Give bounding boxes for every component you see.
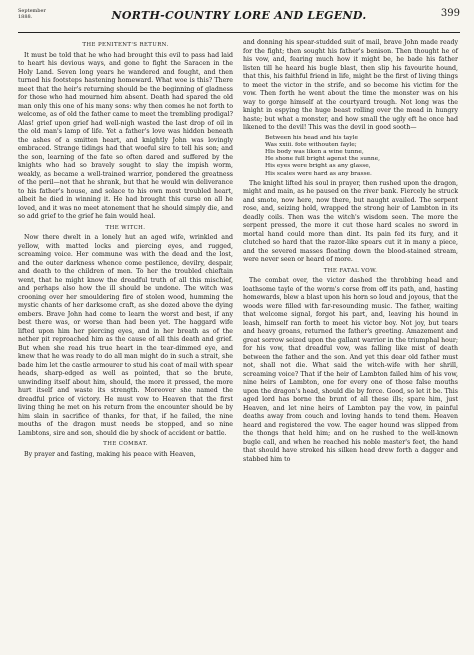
paragraph-combat-start: By prayer and fasting, making his peace with Heaven, — [24, 450, 196, 458]
section-heading-fatal-vow: THE FATAL VOW. — [323, 267, 378, 274]
section-heading-penitents-return: THE PENITENT'S RETURN. — [82, 42, 169, 48]
paragraph-combat-continued: and donning his spear-studded suit of mail, brave John made ready for the fight; then sought his father's benison. Then thought he of his vow, and, fearing much how it might be, he bade his father listen till he heard his bugle blast, then slip his favourite hound, that this, his faithful friend in life, might be the first of living things to meet the victor in the strife, and so become his victim for the vow. Then forth he went about the time the monster was on his way to gorge himself at the courtyard trough. Not long was the knight in espying the huge beast rolling over the mead in hungry haste; but what a monster, and how small the ugly eft he once had likened to the devil! This was the devil in good sooth— — [243, 39, 458, 131]
verse-quotation — [265, 135, 458, 178]
running-header — [18, 8, 460, 33]
paragraph-dragon-slain: The knight lifted his soul in prayer, then rushed upon the dragon, might and main, as he paused on the river bank. Fiercely he struck and smote, now here, now there, but naught availed. The serpent rose, and, seizing hold, wrapped the strong heir of Lambton in its deadly coils. Then was the witch's wisdom seen. The more the serpent pressed, the more it cut those hard scales no sword in mortal hand could more than dint. Its pain fed its fury, and it clutched so hard that the razor-like spears cut it in many a piece, and the severed masses floating down the blood-stained stream, were never seen or heard of more. — [243, 179, 458, 264]
left-column — [18, 39, 233, 465]
issue-month: September — [18, 8, 46, 14]
right-column — [243, 39, 458, 465]
verse-line: He shone full bright agenst the sunne, — [265, 156, 381, 163]
page-number: 399 — [440, 8, 460, 19]
journal-title: NORTH-COUNTRY LORE AND LEGEND. — [111, 9, 367, 22]
verse-line: Between his head and his tayle — [265, 134, 358, 141]
paragraph-fatal-vow: The combat over, the victor dashed the throbbing head and loathsome tayle of the worm's corse from off its path, and, hasting homewards, blew a blast upon his horn so loud and joyous, that the woods were filled with far-resounding music. The father, waiting that welcome signal, forgot his part, and, leaving his hound in leash, himself ran forth to meet his victor boy. Not joy, but tears and heavy groans, returned the father's greeting. Amazement and great sorrow seized upon the gallant warrior in the triumphal hour; for his vow, that dreadful vow, was falling like mist of death between the father and the son. And yet this dear old father must not, shall not die. What said the witch-wife with her shrill, screaming voice? That if the heir of Lambton failed him of his vow, nine heirs of Lambton, one for every one of those false mouths upon the dragon's head, should die by force. Good, so let it be. This aged lord has borne the brunt of all these ills; spare him, just Heaven, and let nine heirs of Lambton pay the vow, in painful deaths away from couch and loving hands to tend them. Heaven heard and registered the vow. The eager hound was slipped from the thongs that held him; and on he rushed to the well-known bugle call, and when he reached his noble master's feet, the hand that should have stroked his silken head drew forth a dagger and stabbed him to — [243, 277, 458, 463]
verse-line: His scales were hard as any brasse. — [265, 170, 372, 177]
issue-year: 1888. — [18, 14, 33, 20]
verse-line: Was xxiii. fote withouten fayle; — [265, 141, 357, 148]
section-heading-witch: THE WITCH. — [105, 224, 146, 231]
section-heading-combat: THE COMBAT. — [103, 441, 148, 447]
paragraph-witch: Now there dwelt in a lonely hut an aged wife, wrinkled and yellow, with matted locks and piercing eyes, and rugged, screaming voice. Her commune was with the dead and the lost, and the outer darkness whence come pestilence, devilry, despair, and death to the children of men. To her the troubled chieftain went, that he might know the dreadful truth of all this mischief, and perhaps also how the ill should be undone. The witch was crooning over her smouldering fire of stolen wood, humming the mystic chants of her darksome craft, as she dozed above the dying embers. Brave John had come to learn the worst and best, if any best there was, or worse than had been yet. The haggard wife lifted upon him her piercing eyes, and in her breath as of the nether pit reproached him as the cause of all this death and grief. But when she read his true heart in the tear-dimmed eye, and knew that he was ready to do all man might do in such a strait, she bade him let the castle armourer to stud his coat of mail with spear heads, sharp-edged as well as pointed, that so the brute, unwinding itself about him, should, the more it pressed, the more hurt itself and waste its strength. Moreover she named the dreadful price of victory. He must vow to Heaven that the first living thing he met on his return from the encounter should be by him slain in sacrifice of thanks, for that, if he failed, the nine mouths of the dragon must needs be stopped, and so nine Lambtons, sire and son, should die by shock of accident or battle. — [18, 234, 233, 437]
verse-line: His eyes were bright as any glasse, — [265, 163, 371, 170]
paragraph-penitents-return: It must be told that he who had brought this evil to pass had laid to heart his devious ways, and gone to fight the Saracen in the Holy Land. Seven long years he wandered and fought, and then turned his footsteps hastening homeward. What woe is this? There meet that the heir's returning should be the beginning of gladness for those who had mourned him absent. Death had spared the old man only this one of his many sons: why then comes he not forth to welcome, as of old the father came to meet the trembling prodigal? Alas! grief upon grief had well-nigh wasted the last drop of oil in the old man's lamp of life. Yet a father's love was hidden beneath the ashes of a smitten heart, and knightly John was lovingly embraced. Strange tidings had that woeful sire to tell his son; and the son, learning of the fate so often dared and suffered by the knights who had so bravely sought to slay the impish worm, weakly, as became a well-trained warrior, pondered the greatness of the peril—not that he shrank, but that he would win deliverance to his father's house, and solace to his own most troubled heart, albeit he died in winning it. He had brought this curse on all he loved, and it was no meet atonement that he should simply die, and so add grief to the grief he fain would heal. — [18, 51, 233, 220]
text-columns — [18, 39, 460, 465]
verse-line: His body was liken a wine tunne, — [265, 148, 364, 155]
